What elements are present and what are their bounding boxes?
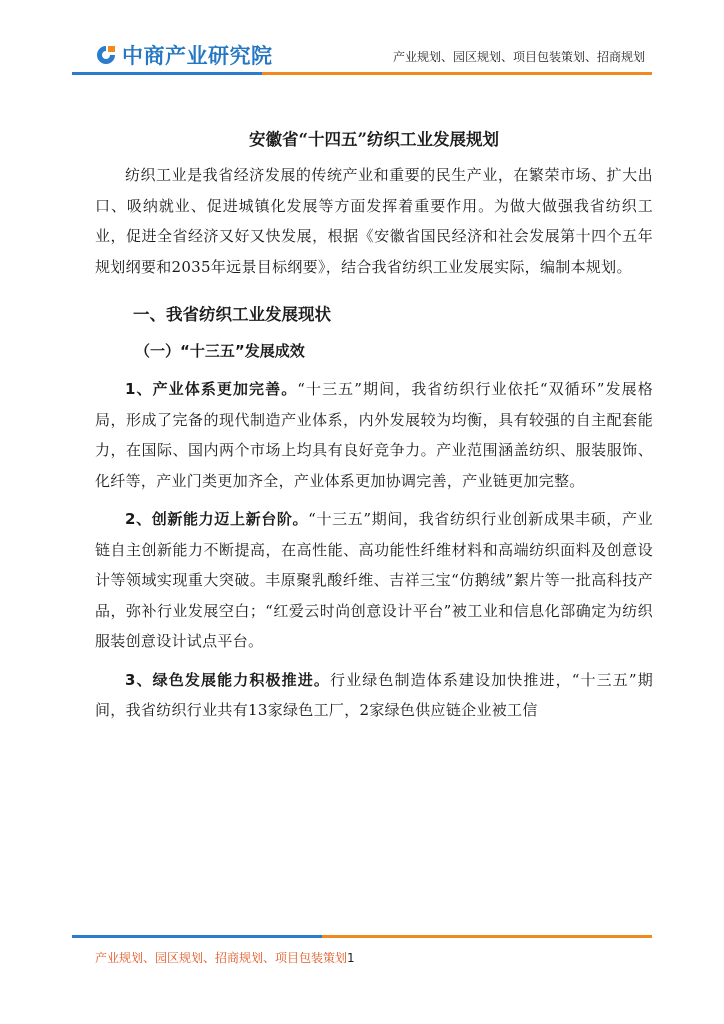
subsection-heading: （一）“十三五”发展成效 bbox=[135, 342, 305, 360]
logo-icon bbox=[95, 44, 117, 66]
item-text-3: 行业绿色制造体系建设加快推进，“十三五”期间，我省纺织行业共有13家绿色工厂，2家绿色供应链企业被工信 bbox=[95, 670, 653, 719]
page-footer bbox=[95, 949, 355, 966]
intro-paragraph: 纺织工业是我省经济发展的传统产业和重要的民生产业，在繁荣市场、扩大出口、吸纳就业、促进城镇化发展等方面发挥着重要作用。为做大做强我省纺织工业，促进全省经济又好又快发展，根据《安徽省国民经济和社会发展第十四个五年规划纲要和2035年远景目标纲要》，结合我省纺织工业发展实际，编制本规划。 bbox=[95, 166, 653, 276]
header-rule-blue bbox=[72, 72, 262, 75]
section-heading: 一、我省纺织工业发展现状 bbox=[133, 305, 331, 324]
item-lead-2: 2、创新能力迈上新台阶。 bbox=[125, 510, 309, 528]
footer-rule-orange bbox=[322, 935, 652, 938]
header-rule-orange bbox=[262, 72, 652, 75]
item-text-2: “十三五”期间，我省纺织行业创新成果丰硕，产业链自主创新能力不断提高，在高性能、高功能性纤维材料和高端纺织面料及创意设计等领域实现重大突破。丰原聚乳酸纤维、吉祥三宝“仿鹅绒”絮片等一批高科技产品，弥补行业发展空白；“红爱云时尚创意设计平台”被工业和信息化部确定为纺织服装创意设计试点平台。 bbox=[95, 510, 653, 650]
footer-rule-blue bbox=[72, 935, 322, 938]
item-lead-1: 1、产业体系更加完善。 bbox=[125, 380, 298, 398]
item-lead-3: 3、绿色发展能力积极推进。 bbox=[125, 670, 330, 689]
logo bbox=[95, 40, 273, 70]
item-text-1: “十三五”期间，我省纺织行业依托“双循环”发展格局，形成了完备的现代制造产业体系，内外发展较为均衡，具有较强的自主配套能力，在国际、国内两个市场上均具有良好竞争力。产业范围涵盖纺织、服装服饰、化纤等，产业门类更加齐全，产业体系更加协调完善，产业链更加完整。 bbox=[95, 380, 653, 490]
item-paragraph-2 bbox=[95, 504, 653, 657]
footer-text: 产业规划、园区规划、招商规划、项目包装策划 bbox=[95, 951, 348, 965]
logo-text: 中商产业研究院 bbox=[122, 44, 273, 68]
page-number: 1 bbox=[347, 951, 355, 965]
document-title: 安徽省“十四五”纺织工业发展规划 bbox=[249, 130, 499, 149]
page-header bbox=[0, 0, 724, 82]
document-body bbox=[95, 120, 653, 726]
header-tagline: 产业规划、园区规划、项目包装策划、招商规划 bbox=[392, 50, 645, 64]
item-paragraph-3 bbox=[95, 665, 653, 726]
item-paragraph-1 bbox=[95, 374, 653, 496]
